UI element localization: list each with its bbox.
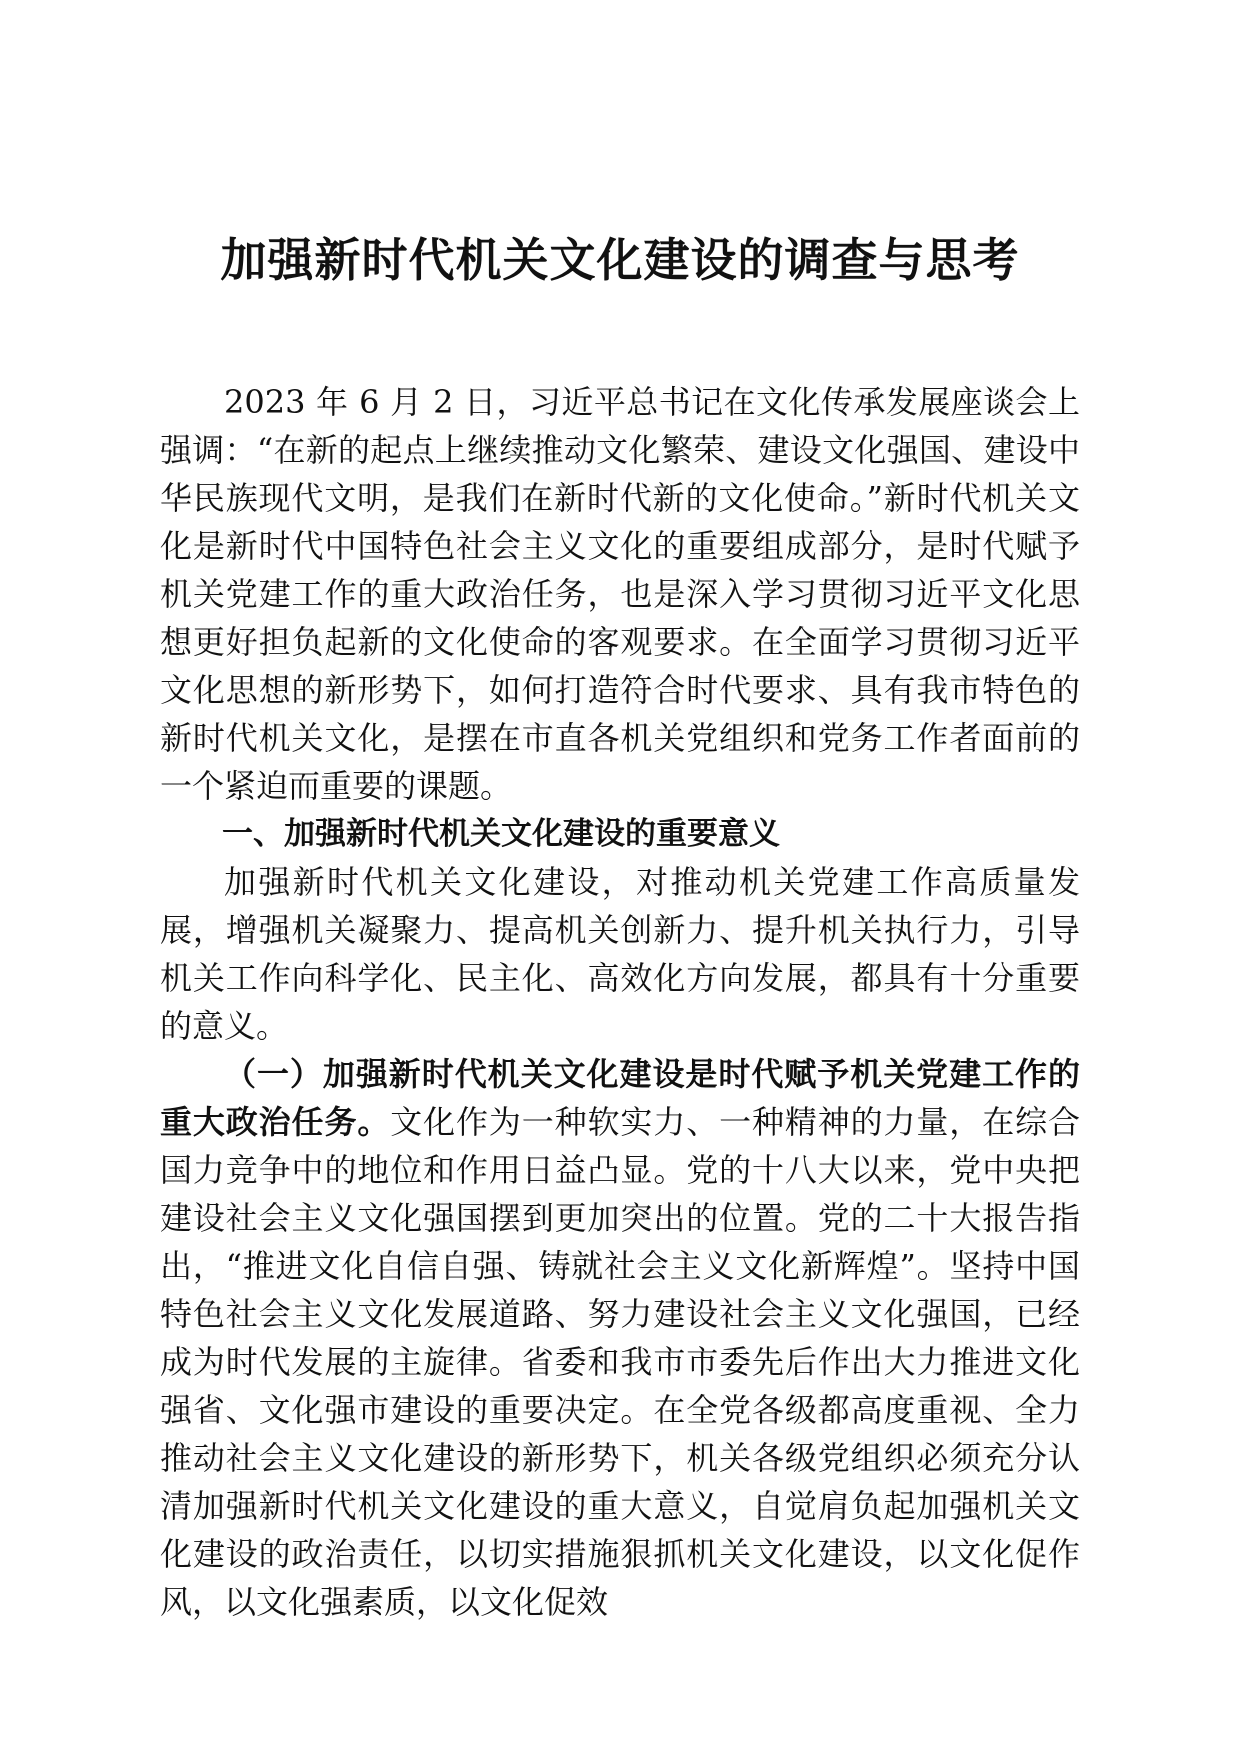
document-body	[160, 378, 1080, 1626]
subsection-1-text: 文化作为一种软实力、一种精神的力量，在综合国力竞争中的地位和作用日益凸显。党的十八大以来，党中央把建设社会主义文化强国摆到更加突出的位置。党的二十大报告指出，“推进文化自信自强、铸就社会主义文化新辉煌”。坚持中国特色社会主义文化发展道路、努力建设社会主义文化强国，已经成为时代发展的主旋律。省委和我市市委先后作出大力推进文化强省、文化强市建设的重要决定。在全党各级都高度重视、全力推动社会主义文化建设的新形势下，机关各级党组织必须充分认清加强新时代机关文化建设的重大意义，自觉肩负起加强机关文化建设的政治责任，以切实措施狠抓机关文化建设，以文化促作风，以文化强素质，以文化促效	[160, 1103, 1080, 1621]
subsection-1-paragraph	[160, 1050, 1080, 1626]
subsection-1-lead: （一）加强新时代机关文化建设是时代赋予机关党建工作的重大政治任务。	[160, 1055, 1080, 1141]
intro-paragraph: 2023 年 6 月 2 日，习近平总书记在文化传承发展座谈会上强调：“在新的起点上继续推动文化繁荣、建设文化强国、建设中华民族现代文明，是我们在新时代新的文化使命。”新时代机关文化是新时代中国特色社会主义文化的重要组成部分，是时代赋予机关党建工作的重大政治任务，也是深入学习贯彻习近平文化思想更好担负起新的文化使命的客观要求。在全面学习贯彻习近平文化思想的新形势下，如何打造符合时代要求、具有我市特色的新时代机关文化，是摆在市直各机关党组织和党务工作者面前的一个紧迫而重要的课题。	[160, 383, 1080, 805]
section-1-heading: 一、加强新时代机关文化建设的重要意义	[222, 816, 780, 852]
document-title: 加强新时代机关文化建设的调查与思考	[220, 233, 1020, 287]
section-1-paragraph: 加强新时代机关文化建设，对推动机关党建工作高质量发展，增强机关凝聚力、提高机关创新力、提升机关执行力，引导机关工作向科学化、民主化、高效化方向发展，都具有十分重要的意义。	[160, 863, 1080, 1045]
